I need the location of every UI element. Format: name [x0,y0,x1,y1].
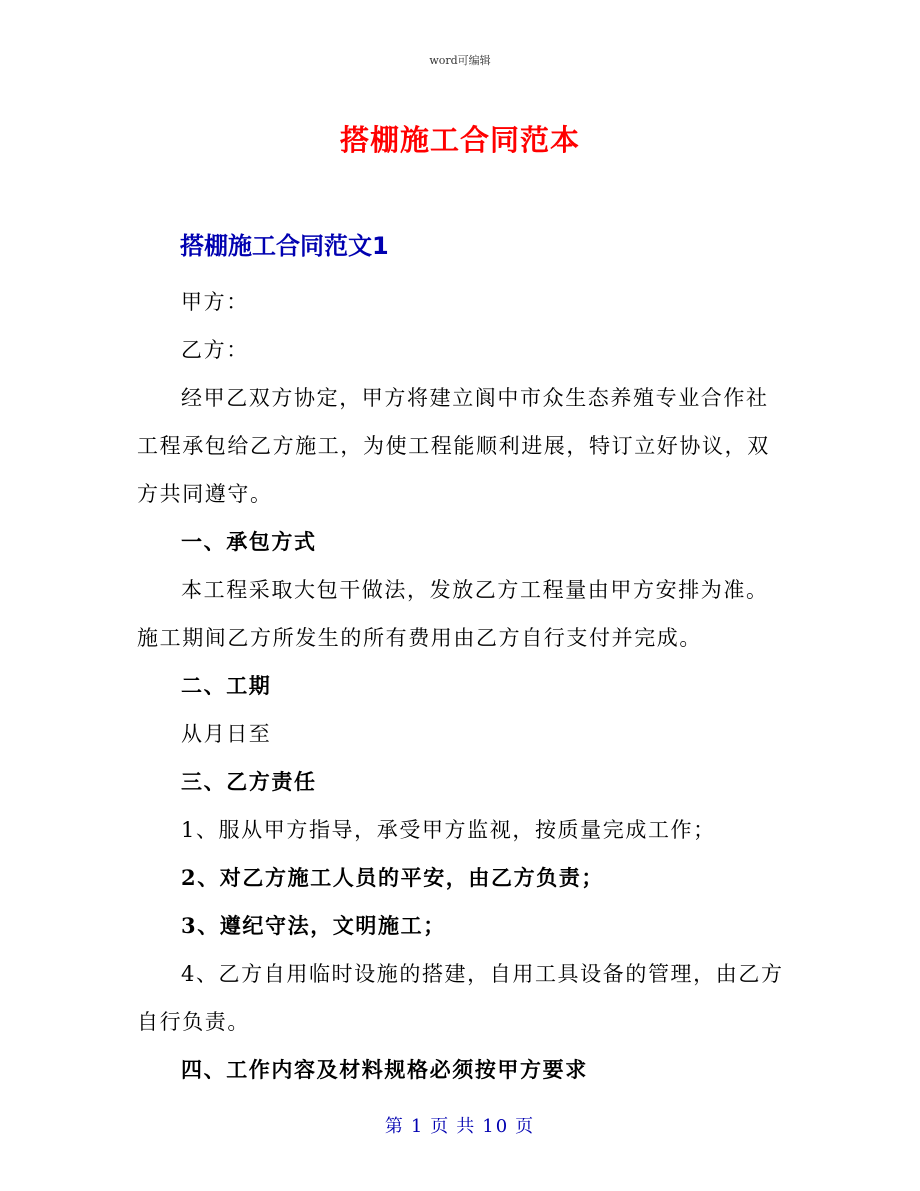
footer-prefix: 第 [384,1116,405,1137]
page-footer [0,1112,920,1138]
duty-item-4: 4、乙方自用临时设施的搭建，自用工具设备的管理，由乙方自行负责。 [137,962,784,1034]
duration-paragraph: 从月日至 [181,722,272,746]
party-b-line: 乙方： [181,338,249,362]
clause-heading-duration: 二、工期 [181,673,272,698]
page-header: word可编辑 [429,54,491,67]
footer-page-word: 页 [430,1116,451,1137]
document-body [137,278,787,1094]
clause-heading-work-content: 四、工作内容及材料规格必须按甲方要求 [181,1057,588,1082]
clause-heading-contract-method: 一、承包方式 [181,529,317,554]
duty-item-3: 3、遵纪守法，文明施工； [181,913,446,938]
duty-item-2: 2、对乙方施工人员的平安，由乙方负责； [181,865,605,890]
clause-heading-party-b-duties: 三、乙方责任 [181,769,317,794]
party-a-line: 甲方： [181,290,249,314]
document-title: 搭棚施工合同范本 [339,123,580,157]
intro-paragraph: 经甲乙双方协定，甲方将建立阆中市众生态养殖专业合作社工程承包给乙方施工，为使工程能顺利进展，特订立好协议，双方共同遵守。 [137,386,770,506]
section-heading: 搭棚施工合同范文1 [180,232,389,260]
contract-method-paragraph: 本工程采取大包干做法，发放乙方工程量由甲方安排为准。施工期间乙方所发生的所有费用由乙方自行支付并完成。 [137,578,769,650]
footer-total-prefix: 共 [456,1116,477,1137]
duty-item-1: 1、服从甲方指导，承受甲方监视，按质量完成工作； [181,818,716,842]
footer-suffix: 页 [515,1116,536,1137]
footer-total-pages: 10 [482,1116,510,1137]
footer-current-page: 1 [410,1116,425,1137]
